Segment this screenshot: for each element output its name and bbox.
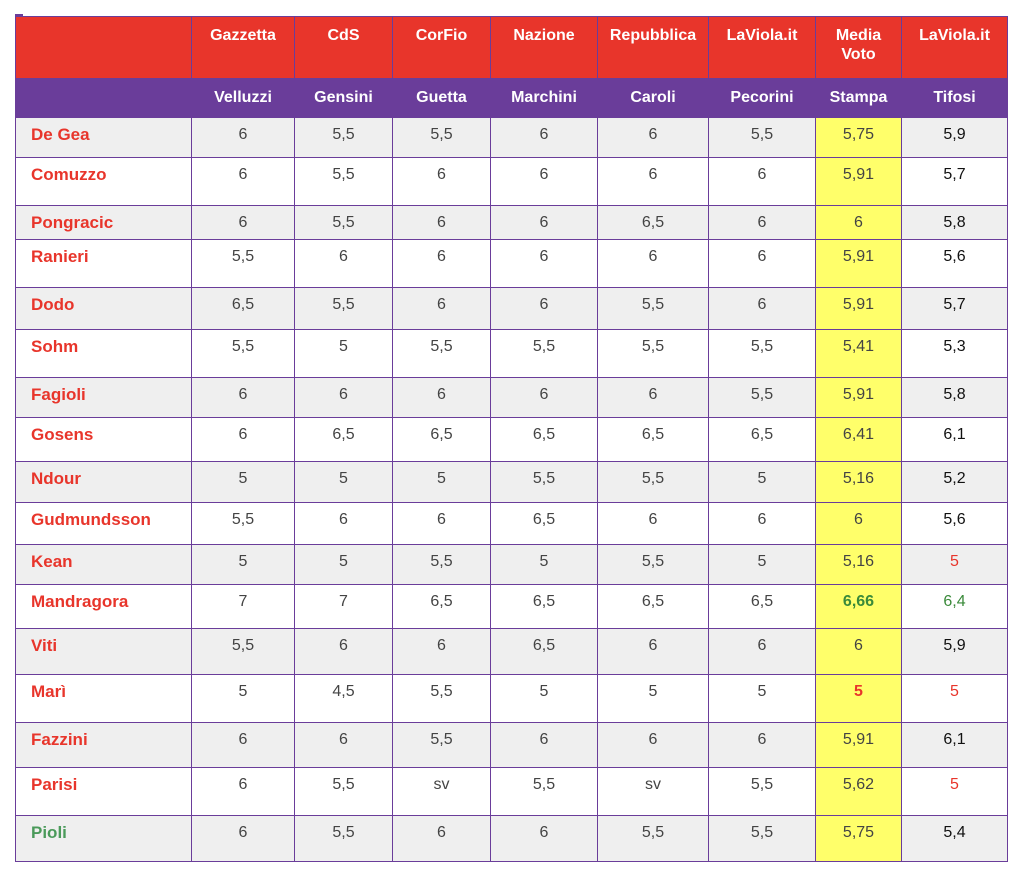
vote-cell: sv <box>598 768 709 816</box>
average-cell: 5 <box>816 675 902 723</box>
vote-cell: 5 <box>709 675 816 723</box>
fans-cell: 6,1 <box>902 723 1008 768</box>
fans-cell: 5,9 <box>902 629 1008 675</box>
vote-cell: 5,5 <box>709 378 816 418</box>
vote-cell: 5,5 <box>295 206 393 240</box>
table-row <box>16 723 1008 768</box>
vote-cell: 5,5 <box>709 330 816 378</box>
player-name: Pioli <box>16 816 192 862</box>
table-row <box>16 418 1008 462</box>
vote-cell: 6 <box>393 378 491 418</box>
player-name: Mandragora <box>16 585 192 629</box>
vote-cell: 6 <box>491 118 598 158</box>
vote-cell: 6 <box>393 503 491 545</box>
vote-cell: 5,5 <box>393 675 491 723</box>
fans-cell: 5,6 <box>902 240 1008 288</box>
vote-cell: 6 <box>709 288 816 330</box>
average-cell: 6 <box>816 206 902 240</box>
average-cell: 5,91 <box>816 240 902 288</box>
vote-cell: 6 <box>192 768 295 816</box>
vote-cell: 6 <box>491 240 598 288</box>
fans-cell: 5,2 <box>902 462 1008 503</box>
vote-cell: 5 <box>491 675 598 723</box>
header-cell: LaViola.it <box>709 17 816 79</box>
vote-cell: 6 <box>192 118 295 158</box>
vote-cell: 5,5 <box>709 816 816 862</box>
header-cell: Nazione <box>491 17 598 79</box>
vote-cell: 6,5 <box>598 585 709 629</box>
table-row <box>16 585 1008 629</box>
vote-cell: 6 <box>491 206 598 240</box>
vote-cell: 5,5 <box>393 545 491 585</box>
fans-cell: 5,4 <box>902 816 1008 862</box>
vote-cell: 6 <box>598 503 709 545</box>
average-cell: 5,75 <box>816 118 902 158</box>
vote-cell: 5 <box>598 675 709 723</box>
fans-cell: 5,7 <box>902 158 1008 206</box>
vote-cell: 6 <box>491 288 598 330</box>
table-row <box>16 462 1008 503</box>
player-name: Fagioli <box>16 378 192 418</box>
vote-cell: 5,5 <box>295 118 393 158</box>
player-name: Viti <box>16 629 192 675</box>
vote-cell: 5 <box>295 462 393 503</box>
ratings-table-container <box>15 16 1007 862</box>
vote-cell: 6,5 <box>709 585 816 629</box>
vote-cell: 5 <box>491 545 598 585</box>
vote-cell: 6 <box>192 206 295 240</box>
fans-cell: 5 <box>902 768 1008 816</box>
header-sub-cell: Tifosi <box>902 79 1008 118</box>
vote-cell: 6 <box>709 723 816 768</box>
vote-cell: 6 <box>598 240 709 288</box>
vote-cell: 6,5 <box>393 585 491 629</box>
media-voto-label: Media Voto <box>835 27 882 63</box>
vote-cell: 6 <box>709 240 816 288</box>
header-sub-cell: Caroli <box>598 79 709 118</box>
vote-cell: 5 <box>295 330 393 378</box>
average-cell: 6 <box>816 629 902 675</box>
vote-cell: 6 <box>598 158 709 206</box>
player-name: Sohm <box>16 330 192 378</box>
vote-cell: 6,5 <box>709 418 816 462</box>
vote-cell: 5,5 <box>192 330 295 378</box>
table-row <box>16 629 1008 675</box>
average-cell: 5,91 <box>816 158 902 206</box>
average-cell: 5,16 <box>816 545 902 585</box>
vote-cell: 6 <box>491 816 598 862</box>
vote-cell: 5,5 <box>393 330 491 378</box>
vote-cell: 5,5 <box>491 462 598 503</box>
average-cell: 5,91 <box>816 723 902 768</box>
vote-cell: 5,5 <box>295 768 393 816</box>
vote-cell: 6 <box>192 723 295 768</box>
table-row <box>16 545 1008 585</box>
vote-cell: 6,5 <box>491 585 598 629</box>
header-cell <box>16 17 192 79</box>
vote-cell: 5 <box>192 545 295 585</box>
vote-cell: 6,5 <box>491 503 598 545</box>
fans-cell: 5 <box>902 545 1008 585</box>
player-name: Parisi <box>16 768 192 816</box>
vote-cell: 5 <box>709 462 816 503</box>
fans-cell: 6,4 <box>902 585 1008 629</box>
vote-cell: 6 <box>393 240 491 288</box>
player-name: Gudmundsson <box>16 503 192 545</box>
vote-cell: 6 <box>709 629 816 675</box>
header-cell: Repubblica <box>598 17 709 79</box>
header-sub-cell: Gensini <box>295 79 393 118</box>
vote-cell: 6 <box>491 723 598 768</box>
vote-cell: 5,5 <box>295 816 393 862</box>
vote-cell: 6,5 <box>393 418 491 462</box>
vote-cell: 5,5 <box>598 288 709 330</box>
player-name: Ndour <box>16 462 192 503</box>
header-sub-cell: Velluzzi <box>192 79 295 118</box>
average-cell: 5,62 <box>816 768 902 816</box>
fans-cell: 6,1 <box>902 418 1008 462</box>
header-sub-cell: Pecorini <box>709 79 816 118</box>
average-cell: 6,41 <box>816 418 902 462</box>
header-cell: Gazzetta <box>192 17 295 79</box>
vote-cell: 5,5 <box>295 158 393 206</box>
vote-cell: 6,5 <box>598 206 709 240</box>
header-cell: LaViola.it <box>902 17 1008 79</box>
vote-cell: 6 <box>393 158 491 206</box>
vote-cell: 6 <box>709 503 816 545</box>
header-row-authors <box>16 79 1008 118</box>
vote-cell: 4,5 <box>295 675 393 723</box>
vote-cell: 6 <box>393 206 491 240</box>
header-cell-media-voto <box>816 17 902 79</box>
vote-cell: 6 <box>598 723 709 768</box>
table-row <box>16 503 1008 545</box>
vote-cell: 5,5 <box>393 723 491 768</box>
player-name: Pongracic <box>16 206 192 240</box>
vote-cell: 6 <box>295 240 393 288</box>
vote-cell: 6,5 <box>295 418 393 462</box>
player-name: Fazzini <box>16 723 192 768</box>
vote-cell: 6 <box>598 118 709 158</box>
vote-cell: 5 <box>709 545 816 585</box>
vote-cell: 6 <box>491 158 598 206</box>
table-row <box>16 240 1008 288</box>
table-row <box>16 158 1008 206</box>
table-row <box>16 330 1008 378</box>
player-name: Gosens <box>16 418 192 462</box>
vote-cell: 5 <box>295 545 393 585</box>
vote-cell: 6 <box>192 418 295 462</box>
vote-cell: 5,5 <box>598 545 709 585</box>
ratings-body <box>16 118 1008 862</box>
vote-cell: 5,5 <box>295 288 393 330</box>
fans-cell: 5,8 <box>902 206 1008 240</box>
player-name: De Gea <box>16 118 192 158</box>
fans-cell: 5,9 <box>902 118 1008 158</box>
vote-cell: 5,5 <box>491 768 598 816</box>
vote-cell: 6 <box>598 378 709 418</box>
vote-cell: 6 <box>295 629 393 675</box>
average-cell: 5,75 <box>816 816 902 862</box>
table-row <box>16 768 1008 816</box>
player-name: Comuzzo <box>16 158 192 206</box>
header-cell: CorFio <box>393 17 491 79</box>
average-cell: 5,91 <box>816 378 902 418</box>
table-row <box>16 206 1008 240</box>
vote-cell: 6 <box>393 288 491 330</box>
table-row <box>16 288 1008 330</box>
vote-cell: 5 <box>393 462 491 503</box>
vote-cell: 7 <box>192 585 295 629</box>
vote-cell: 6,5 <box>598 418 709 462</box>
vote-cell: 6 <box>598 629 709 675</box>
player-name: Kean <box>16 545 192 585</box>
player-name: Marì <box>16 675 192 723</box>
vote-cell: 6,5 <box>491 629 598 675</box>
vote-cell: 6 <box>295 723 393 768</box>
vote-cell: 5,5 <box>192 629 295 675</box>
vote-cell: 7 <box>295 585 393 629</box>
vote-cell: 6 <box>393 629 491 675</box>
vote-cell: 5,5 <box>192 503 295 545</box>
fans-cell: 5 <box>902 675 1008 723</box>
header-sub-cell: Stampa <box>816 79 902 118</box>
header-row-sources <box>16 17 1008 79</box>
vote-cell: 6 <box>709 158 816 206</box>
player-name: Dodo <box>16 288 192 330</box>
vote-cell: 5 <box>192 675 295 723</box>
average-cell: 6,66 <box>816 585 902 629</box>
vote-cell: 5,5 <box>709 768 816 816</box>
vote-cell: 5,5 <box>393 118 491 158</box>
vote-cell: 6 <box>491 378 598 418</box>
fans-cell: 5,7 <box>902 288 1008 330</box>
player-name: Ranieri <box>16 240 192 288</box>
average-cell: 6 <box>816 503 902 545</box>
average-cell: 5,91 <box>816 288 902 330</box>
vote-cell: 6,5 <box>192 288 295 330</box>
vote-cell: 5,5 <box>598 816 709 862</box>
table-row <box>16 675 1008 723</box>
fans-cell: 5,8 <box>902 378 1008 418</box>
vote-cell: 6 <box>192 158 295 206</box>
vote-cell: 6 <box>295 503 393 545</box>
vote-cell: 6,5 <box>491 418 598 462</box>
vote-cell: 6 <box>192 378 295 418</box>
vote-cell: 5,5 <box>598 330 709 378</box>
header-cell: CdS <box>295 17 393 79</box>
fans-cell: 5,6 <box>902 503 1008 545</box>
vote-cell: 6 <box>393 816 491 862</box>
vote-cell: 5,5 <box>709 118 816 158</box>
header-sub-cell: Guetta <box>393 79 491 118</box>
vote-cell: 6 <box>295 378 393 418</box>
vote-cell: 6 <box>192 816 295 862</box>
vote-cell: 5,5 <box>192 240 295 288</box>
table-row <box>16 816 1008 862</box>
average-cell: 5,41 <box>816 330 902 378</box>
vote-cell: sv <box>393 768 491 816</box>
header-sub-cell <box>16 79 192 118</box>
header-sub-cell: Marchini <box>491 79 598 118</box>
vote-cell: 5 <box>192 462 295 503</box>
fans-cell: 5,3 <box>902 330 1008 378</box>
vote-cell: 5,5 <box>598 462 709 503</box>
table-row <box>16 378 1008 418</box>
average-cell: 5,16 <box>816 462 902 503</box>
vote-cell: 5,5 <box>491 330 598 378</box>
table-row <box>16 118 1008 158</box>
ratings-table <box>15 16 1008 862</box>
vote-cell: 6 <box>709 206 816 240</box>
